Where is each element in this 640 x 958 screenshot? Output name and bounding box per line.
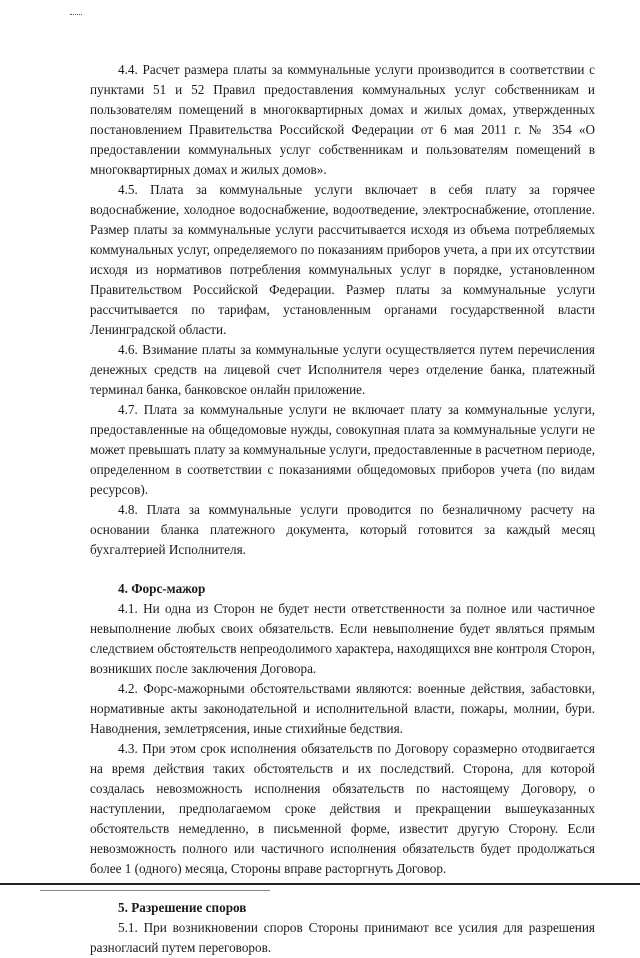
clause-force-majeure-4-3: 4.3. При этом срок исполнения обязательств по Договору соразмерно отодвигается на время действия таких обстоятельств и их последствий. Сторона, для которой создалась невозможность исполнения обязательств по настоящему Договору, о наступлении, предполагаемом сроке действия и прекращении вышеуказанных обстоятельств немедленно, в письменной форме, известит другую Сторону. Если невозможность полного или частичного исполнения обязательств будет продолжаться более 1 (одного) месяца, Стороны вправе расторгнуть Договор.	[90, 741, 595, 876]
scan-bottom-edge	[0, 883, 640, 885]
clause-4-8: 4.8. Плата за коммунальные услуги проводится по безналичному расчету на основании бланка платежного документа, который готовится за каждый месяц бухгалтерией Исполнителя.	[90, 502, 595, 557]
clause-4-6: 4.6. Взимание платы за коммунальные услуги осуществляется путем перечисления денежных средств на лицевой счет Исполнителя через отделение банка, платежный терминал банка, банковское онлайн приложение.	[90, 342, 595, 397]
section-title-force-majeure: 4. Форс-мажор	[118, 581, 206, 596]
clause-4-4: 4.4. Расчет размера платы за коммунальные услуги производится в соответствии с пунктами 51 и 52 Правил предоставления коммунальных услуг собственникам и пользователям помещений в многоквартирных домах и жилых домах, утвержденных постановлением Правительства Российской Федерации от 6 мая 2011 г. № 354 «О предоставлении коммунальных услуг собственникам и пользователям помещений в многоквартирных домах и жилых домов».	[90, 62, 595, 177]
clause-force-majeure-4-2: 4.2. Форс-мажорными обстоятельствами являются: военные действия, забастовки, нормативные акты законодательной и исполнительной власти, пожары, молнии, бури. Наводнения, землетрясения, иные стихийные бедствия.	[90, 681, 595, 736]
clause-4-7: 4.7. Плата за коммунальные услуги не включает плату за коммунальные услуги, предоставленные на общедомовые нужды, совокупная плата за коммунальные услуги не может превышать плату за коммунальные услуги, предоставленные в расчетном периоде, определенном в соответствии с показаниями общедомовых приборов учета (по видам ресурсов).	[90, 402, 595, 497]
scan-edge-line	[40, 890, 270, 891]
section-title-disputes: 5. Разрешение споров	[118, 900, 247, 915]
clause-disputes-5-1: 5.1. При возникновении споров Стороны принимают все усилия для разрешения разногласий путем переговоров.	[90, 920, 595, 955]
clause-force-majeure-4-1: 4.1. Ни одна из Сторон не будет нести ответственности за полное или частичное невыполнение любых своих обязательств. Если невыполнение будет являться прямым следствием обстоятельств непреодолимого характера, находящихся вне контроля Сторон, возникших после заключения Договора.	[90, 601, 595, 676]
scan-artifact	[70, 14, 82, 18]
document-page	[90, 60, 595, 958]
clause-4-5: 4.5. Плата за коммунальные услуги включает в себя плату за горячее водоснабжение, холодное водоснабжение, водоотведение, электроснабжение, отопление. Размер платы за коммунальные услуги рассчитывается исходя из объема потребляемых коммунальных услуг, определяемого по показаниям приборов учета, а при их отсутствии исходя из нормативов потребления коммунальных услуг в порядке, установленном Правительством Российской Федерации. Размер платы за коммунальные услуги рассчитывается по тарифам, установленным органами государственной власти Ленинградской области.	[90, 182, 595, 337]
